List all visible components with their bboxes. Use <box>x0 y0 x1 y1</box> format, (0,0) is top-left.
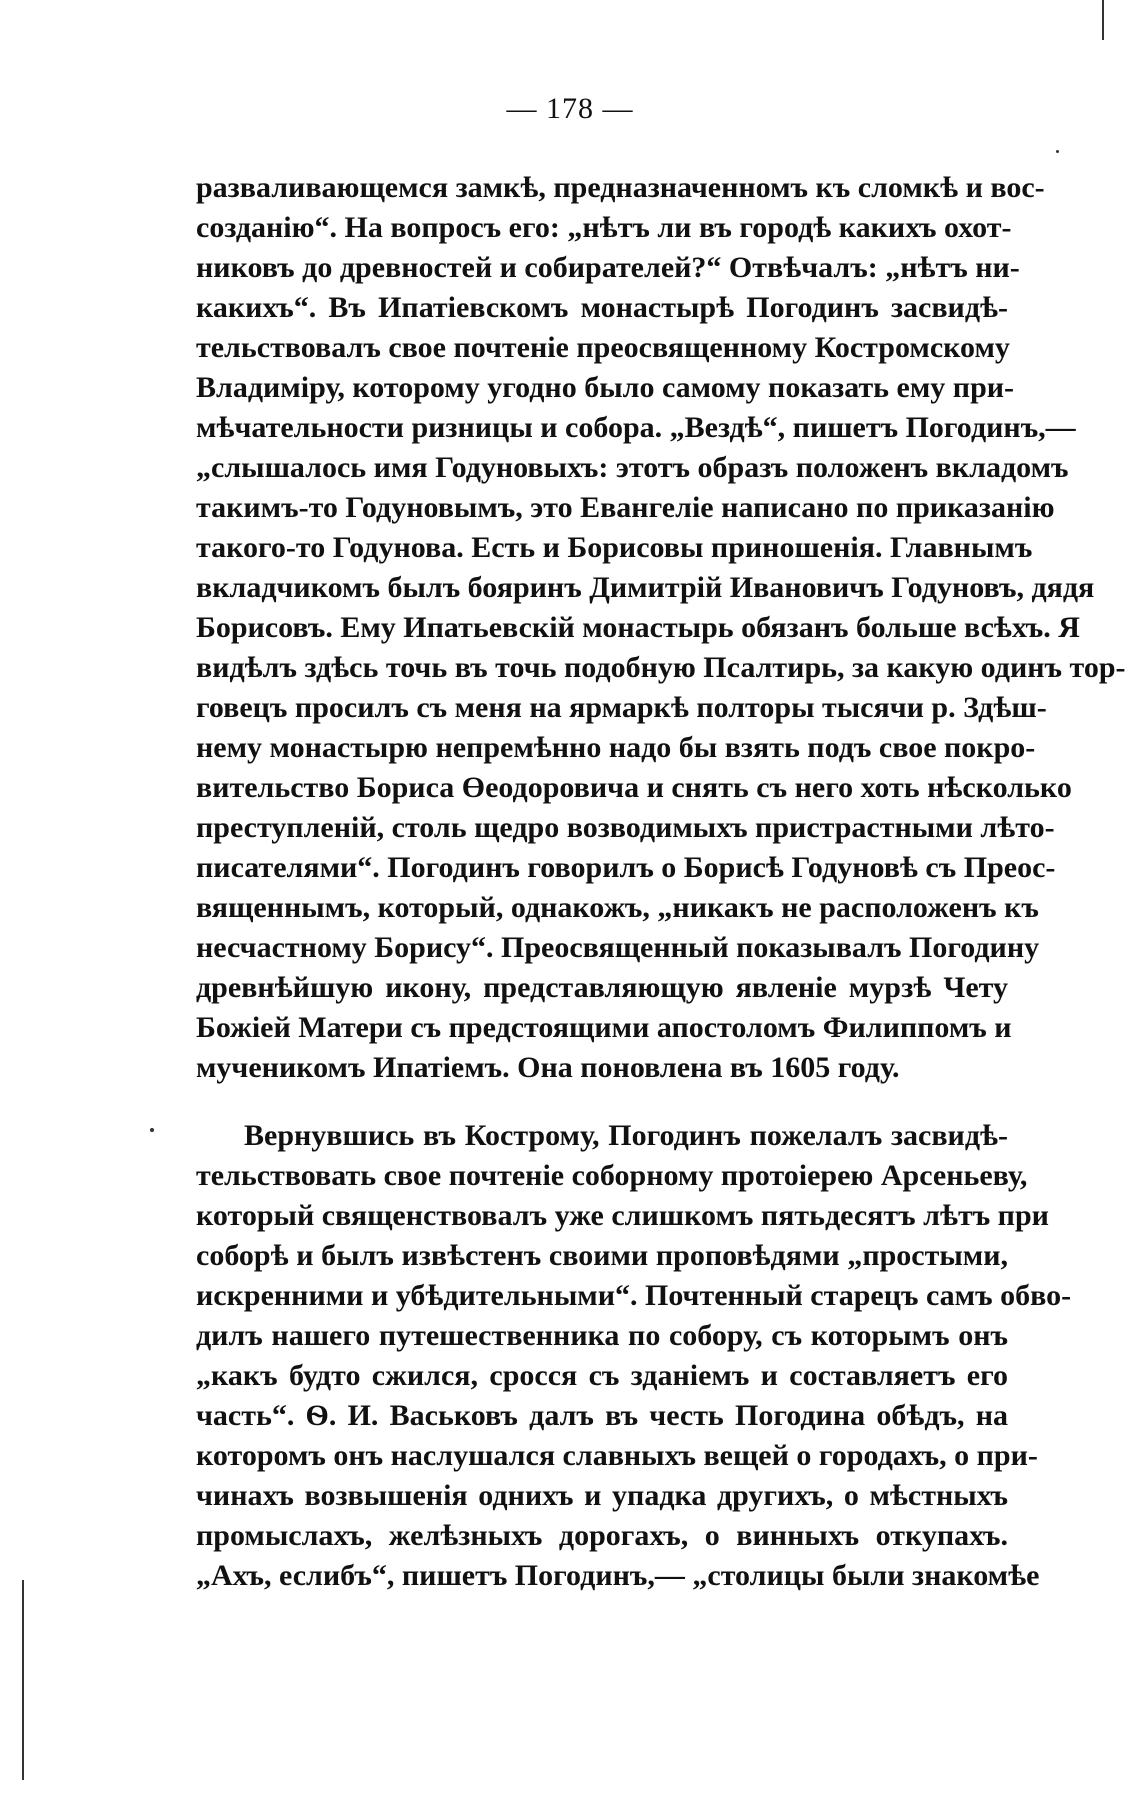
text-line: мѣчательности ризницы и собора. „Вездѣ“, пишетъ Погодинъ,— <box>196 411 1076 444</box>
body-text <box>196 168 1126 1596</box>
text-line: нему монастырю непремѣнно надо бы взять подъ свое покро- <box>196 731 1036 764</box>
text-line: часть“. Ѳ. И. Васьковъ далъ въ честь Погодина обѣдъ, на <box>196 1399 1008 1432</box>
scan-edge-mark-left <box>22 1580 24 1780</box>
text-line: промыслахъ, желѣзныхъ дорогахъ, о винныхъ откупахъ. <box>196 1519 1008 1552</box>
text-line: „Ахъ, еслибъ“, пишетъ Погодинъ,— „столицы были знакомѣе <box>196 1559 1040 1592</box>
text-line: которомъ онъ наслушался славныхъ вещей о городахъ, о при- <box>196 1439 1038 1472</box>
scan-dot-right <box>1056 150 1059 153</box>
text-line: Владиміру, которому угодно было самому показать ему при- <box>196 371 1015 404</box>
text-line: дилъ нашего путешественника по собору, съ которымъ онъ <box>196 1319 1008 1352</box>
text-line: какихъ“. Въ Ипатіевскомъ монастырѣ Погодинъ засвидѣ- <box>196 291 1008 324</box>
text-line: писателями“. Погодинъ говорилъ о Борисѣ Годуновѣ съ Преос- <box>196 851 1056 884</box>
text-line: мученикомъ Ипатіемъ. Она поновлена въ 1605 году. <box>196 1051 900 1084</box>
text-line: Божіей Матери съ предстоящими апостоломъ Филиппомъ и <box>196 1011 1012 1044</box>
text-line: разваливающемся замкѣ, предназначенномъ къ сломкѣ и вос- <box>196 171 1045 204</box>
text-line: никовъ до древностей и собирателей?“ Отвѣчалъ: „нѣтъ ни- <box>196 251 1020 284</box>
text-line: вященнымъ, который, однакожъ, „никакъ не расположенъ къ <box>196 891 1039 924</box>
text-line: видѣлъ здѣсь точь въ точь подобную Псалтирь, за какую одинъ тор- <box>196 651 1126 684</box>
text-line: соборѣ и былъ извѣстенъ своими проповѣдями „простыми, <box>196 1239 1008 1272</box>
text-line: „какъ будто сжился, сросся съ зданіемъ и составляетъ его <box>196 1359 1008 1392</box>
text-line: говецъ просилъ съ меня на ярмаркѣ полторы тысячи р. Здѣш- <box>196 691 1047 724</box>
text-line: несчастному Борису“. Преосвященный показывалъ Погодину <box>196 931 1040 964</box>
text-line: Вернувшись въ Кострому, Погодинъ пожелалъ засвидѣ- <box>244 1119 1008 1152</box>
text-line: такимъ-то Годуновымъ, это Евангеліе написано по приказанію <box>196 491 1055 524</box>
page-number: — 178 — <box>506 92 634 125</box>
text-line: который священствовалъ уже слишкомъ пятьдесятъ лѣтъ при <box>196 1199 1049 1232</box>
text-line: чинахъ возвышенія однихъ и упадка другихъ, о мѣстныхъ <box>196 1479 1008 1512</box>
text-line: „слышалось имя Годуновыхъ: этотъ образъ положенъ вкладомъ <box>196 451 1069 484</box>
text-line: Борисовъ. Ему Ипатьевскій монастырь обязанъ больше всѣхъ. Я <box>196 611 1080 644</box>
paragraph-gap <box>196 1088 1008 1116</box>
text-line: тельствовать свое почтеніе соборному протоіерею Арсеньеву, <box>196 1159 1028 1192</box>
text-line: такого-то Годунова. Есть и Борисовы приношенія. Главнымъ <box>196 531 1033 564</box>
text-line: преступленій, столь щедро возводимыхъ пристрастными лѣто- <box>196 811 1055 844</box>
text-line: древнѣйшую икону, представляющую явленіе мурзѣ Чету <box>196 971 1008 1004</box>
scan-edge-mark-top-right <box>1102 0 1104 40</box>
paragraph-1 <box>196 168 1126 1088</box>
paragraph-2 <box>196 1116 1072 1596</box>
scan-dot-left <box>150 1128 154 1132</box>
text-line: тельствовалъ свое почтеніе преосвященному Костромскому <box>196 331 1010 364</box>
text-line: вкладчикомъ былъ бояринъ Димитрій Ивановичъ Годуновъ, дядя <box>196 571 1095 604</box>
text-line: искренними и убѣдительными“. Почтенный старецъ самъ обво- <box>196 1279 1072 1312</box>
text-line: созданію“. На вопросъ его: „нѣтъ ли въ городѣ какихъ охот- <box>196 211 1012 244</box>
text-line: вительство Бориса Өеодоровича и снять съ него хоть нѣсколько <box>196 771 1072 804</box>
